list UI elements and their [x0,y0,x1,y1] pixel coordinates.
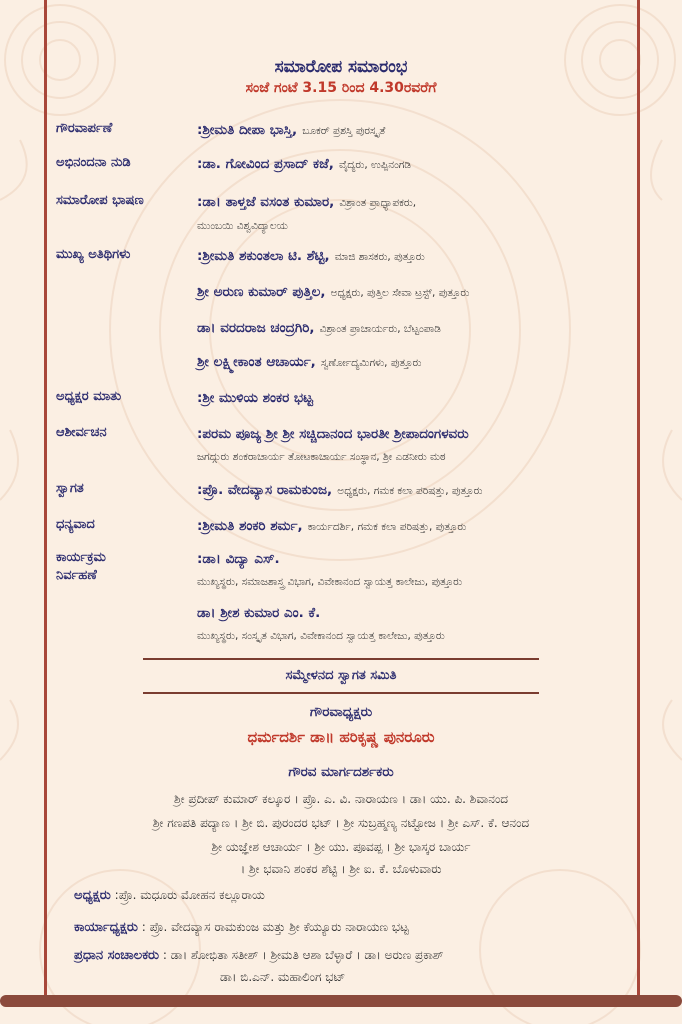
programme-label [56,549,196,585]
programme-description-line: ಮುಖ್ಯಸ್ಥರು, ಸಮಾಜಶಾಸ್ತ್ರ ವಿಭಾಗ, ವಿವೇಕಾನಂದ ಸ್ವಾಯತ್ತ ಕಾಲೇಜು, ಪುತ್ತೂರು [197,576,463,588]
convenors-row-2 [220,970,682,985]
programme-description: ವಿಶ್ರಾಂತ ಪ್ರಾಧ್ಯಾಪಕರು, [339,197,417,209]
convenors-names: : ಡಾ। ಶೋಭಿತಾ ಸತೀಶ್ । ಶ್ರೀಮತಿ ಆಶಾ ಬೆಳ್ಳಾರೆ । ಡಾ। ಅರುಣ ಪ್ರಕಾಶ್ [162,948,444,962]
guides-line: ಶ್ರೀ ಯಜ್ಞೇಶ ಆಚಾರ್ಯ । ಶ್ರೀ ಯು. ಪೂವಪ್ಪ । ಶ್ರೀ ಭಾಸ್ಕರ ಬಾರ್ಯ [211,840,471,854]
convenors-label: ಪ್ರಧಾನ ಸಂಚಾಲಕರು [74,948,160,963]
programme-description: ವೈದ್ಯರು, ಉಪ್ಪಿನಂಗಡಿ [338,159,412,171]
programme-label: ಧನ್ಯವಾದ [56,517,95,532]
programme-label-line: ನಿರ್ವಹಣೆ [56,568,97,583]
programme-description: ವಿಶ್ರಾಂತ ಪ್ರಾಚಾರ್ಯರು, ಬೆಟ್ಟಂಪಾಡಿ [319,323,441,335]
programme-person: :ಪ್ರೊ. ವೇದವ್ಯಾಸ ರಾಮಕುಂಜ, [197,482,333,498]
programme-description: ಬೂಕರ್ ಪ್ರಶಸ್ತಿ ಪುರಸ್ಕೃತೆ [302,125,386,137]
programme-description: ಕಾರ್ಯದರ್ಶಿ, ಗಮಕ ಕಲಾ ಪರಿಷತ್ತು, ಪುತ್ತೂರು [307,521,467,533]
event-title: ಸಮಾರೋಪ ಸಮಾರಂಭ [274,57,408,77]
guides-line: ಶ್ರೀ ಪ್ರದೀಪ್ ಕುಮಾರ್ ಕಲ್ಕೂರ । ಪ್ರೊ. ಎ. ವಿ. ನಾರಾಯಣ । ಡಾ। ಯು. ಪಿ. ಶಿವಾನಂದ [173,792,509,806]
programme-label: ಗೌರವಾರ್ಪಣೆ [56,121,113,136]
convenors-row [74,948,644,963]
programme-description-line: ಮುಂಬಯಿ ವಿಶ್ವವಿದ್ಯಾಲಯ [197,220,288,232]
guides-line: ಶ್ರೀ ಗಣಪತಿ ಪದ್ಯಾಣ । ಶ್ರೀ ಬಿ. ಪುರಂದರ ಭಟ್ । ಶ್ರೀ ಸುಬ್ರಹ್ಮಣ್ಯ ನಟ್ಟೋಜ । ಶ್ರೀ ಎಸ್. ಕೆ. ಆನಂದ [152,816,530,830]
president-name: :ಪ್ರೊ. ಮಧೂರು ಮೋಹನ ಕಲ್ಲೂರಾಯ [114,888,265,902]
programme-label: ಆಶೀರ್ವಚನ [56,425,107,440]
programme-person: :ಡಾ। ವಿದ್ಯಾ ಎಸ್. [197,551,280,567]
honorary-president-heading: ಗೌರವಾಧ್ಯಕ್ಷರು [309,704,373,720]
convenors-names-line2: ಡಾ। ಬಿ.ಎನ್. ಮಹಾಲಿಂಗ ಭಟ್ [220,970,346,984]
working-president-label: ಕಾರ್ಯಾಧ್ಯಕ್ಷರು [74,920,138,935]
programme-person: :ಶ್ರೀ ಮುಳಿಯ ಶಂಕರ ಭಟ್ಟ [197,390,313,406]
programme-description-line: ಜಗದ್ಗುರು ಶಂಕರಾಚಾರ್ಯ ತೋಟಕಾಚಾರ್ಯ ಸಂಸ್ಥಾನ, ಶ್ರೀ ಎಡನೀರು ಮಠ [197,451,446,463]
programme-person: ಶ್ರೀ ಅರುಣ ಕುಮಾರ್ ಪುತ್ತಿಲ, [197,284,326,300]
event-time: ಸಂಜೆ ಗಂಟೆ 3.15 ರಿಂದ 4.30ರವರೆಗೆ [245,80,437,96]
programme-description: ಸ್ವರ್ಣೋದ್ಯಮಿಗಳು, ಪುತ್ತೂರು [320,357,422,369]
guides-line: । ಶ್ರೀ ಭವಾನಿ ಶಂಕರ ಶೆಟ್ಟಿ । ಶ್ರೀ ಐ. ಕೆ. ಬೊಳುವಾರು [240,862,442,876]
working-president-names: : ಪ್ರೊ. ವೇದವ್ಯಾಸ ರಾಮಕುಂಜ ಮತ್ತು ಶ್ರೀ ಕೆಯ್ಯೂರು ನಾರಾಯಣ ಭಟ್ಟ [141,920,409,934]
programme-person: :ಡಾ। ತಾಳ್ತಜೆ ವಸಂತ ಕುಮಾರ, [197,194,335,210]
president-row [74,888,644,903]
programme-person: ಡಾ। ಶ್ರೀಶ ಕುಮಾರ ಎಂ. ಕೆ. [197,605,321,621]
programme-label: ಅಭಿನಂದನಾ ನುಡಿ [56,155,131,170]
president-label: ಅಧ್ಯಕ್ಷರು [74,888,111,903]
programme-label: ಅಧ್ಯಕ್ಷರ ಮಾತು [56,389,122,404]
programme-description: ಮಾಜಿ ಶಾಸಕರು, ಪುತ್ತೂರು [334,251,425,263]
programme-person: :ಶ್ರೀಮತಿ ಶಕುಂತಲಾ ಟಿ. ಶೆಟ್ಟಿ, [197,248,330,264]
programme-person: :ಶ್ರೀಮತಿ ದೀಪಾ ಭಾಸ್ತಿ, [197,122,298,138]
honorary-guides-heading: ಗೌರವ ಮಾರ್ಗದರ್ಶಕರು [288,764,394,780]
working-president-row [74,920,644,935]
committee-title: ಸಮ್ಮೇಳನದ ಸ್ವಾಗತ ಸಮಿತಿ [285,668,397,683]
programme-label: ಸ್ವಾಗತ [56,481,84,496]
programme-label: ಸಮಾರೋಪ ಭಾಷಣ [56,193,144,208]
programme-description-line: ಮುಖ್ಯಸ್ಥರು, ಸಂಸ್ಕೃತ ವಿಭಾಗ, ವಿವೇಕಾನಂದ ಸ್ವಾಯತ್ತ ಕಾಲೇಜು, ಪುತ್ತೂರು [197,630,445,642]
programme-label-line: ಕಾರ್ಯಕ್ರಮ [56,550,106,565]
programme-description: ಅಧ್ಯಕ್ಷರು, ಗಮಕ ಕಲಾ ಪರಿಷತ್ತು, ಪುತ್ತೂರು [337,485,483,497]
honorary-president-name: ಧರ್ಮದರ್ಶಿ ಡಾ॥ ಹರಿಕೃಷ್ಣ ಪುನರೂರು [247,728,435,746]
bottom-border-band [0,995,682,1007]
programme-person: ಡಾ। ವರದರಾಜ ಚಂದ್ರಗಿರಿ, [197,320,315,336]
divider-bottom [143,692,539,694]
programme-person: :ಪರಮ ಪೂಜ್ಯ ಶ್ರೀ ಶ್ರೀ ಸಚ್ಚಿದಾನಂದ ಭಾರತೀ ಶ್ರೀಪಾದಂಗಳವರು [197,426,469,442]
programme-person: ಶ್ರೀ ಲಕ್ಷ್ಮೀಕಾಂತ ಆಚಾರ್ಯ, [197,354,316,370]
programme-label: ಮುಖ್ಯ ಅತಿಥಿಗಳು [56,247,131,262]
programme-person: :ಶ್ರೀಮತಿ ಶಂಕರಿ ಶರ್ಮ, [197,518,303,534]
divider-top [143,658,539,660]
programme-description: ಅಧ್ಯಕ್ಷರು, ಪುತ್ತಿಲ ಸೇವಾ ಟ್ರಸ್ಟ್, ಪುತ್ತೂರು [330,287,470,299]
programme-person: :ಡಾ. ಗೋವಿಂದ ಪ್ರಸಾದ್ ಕಜೆ, [197,156,334,172]
